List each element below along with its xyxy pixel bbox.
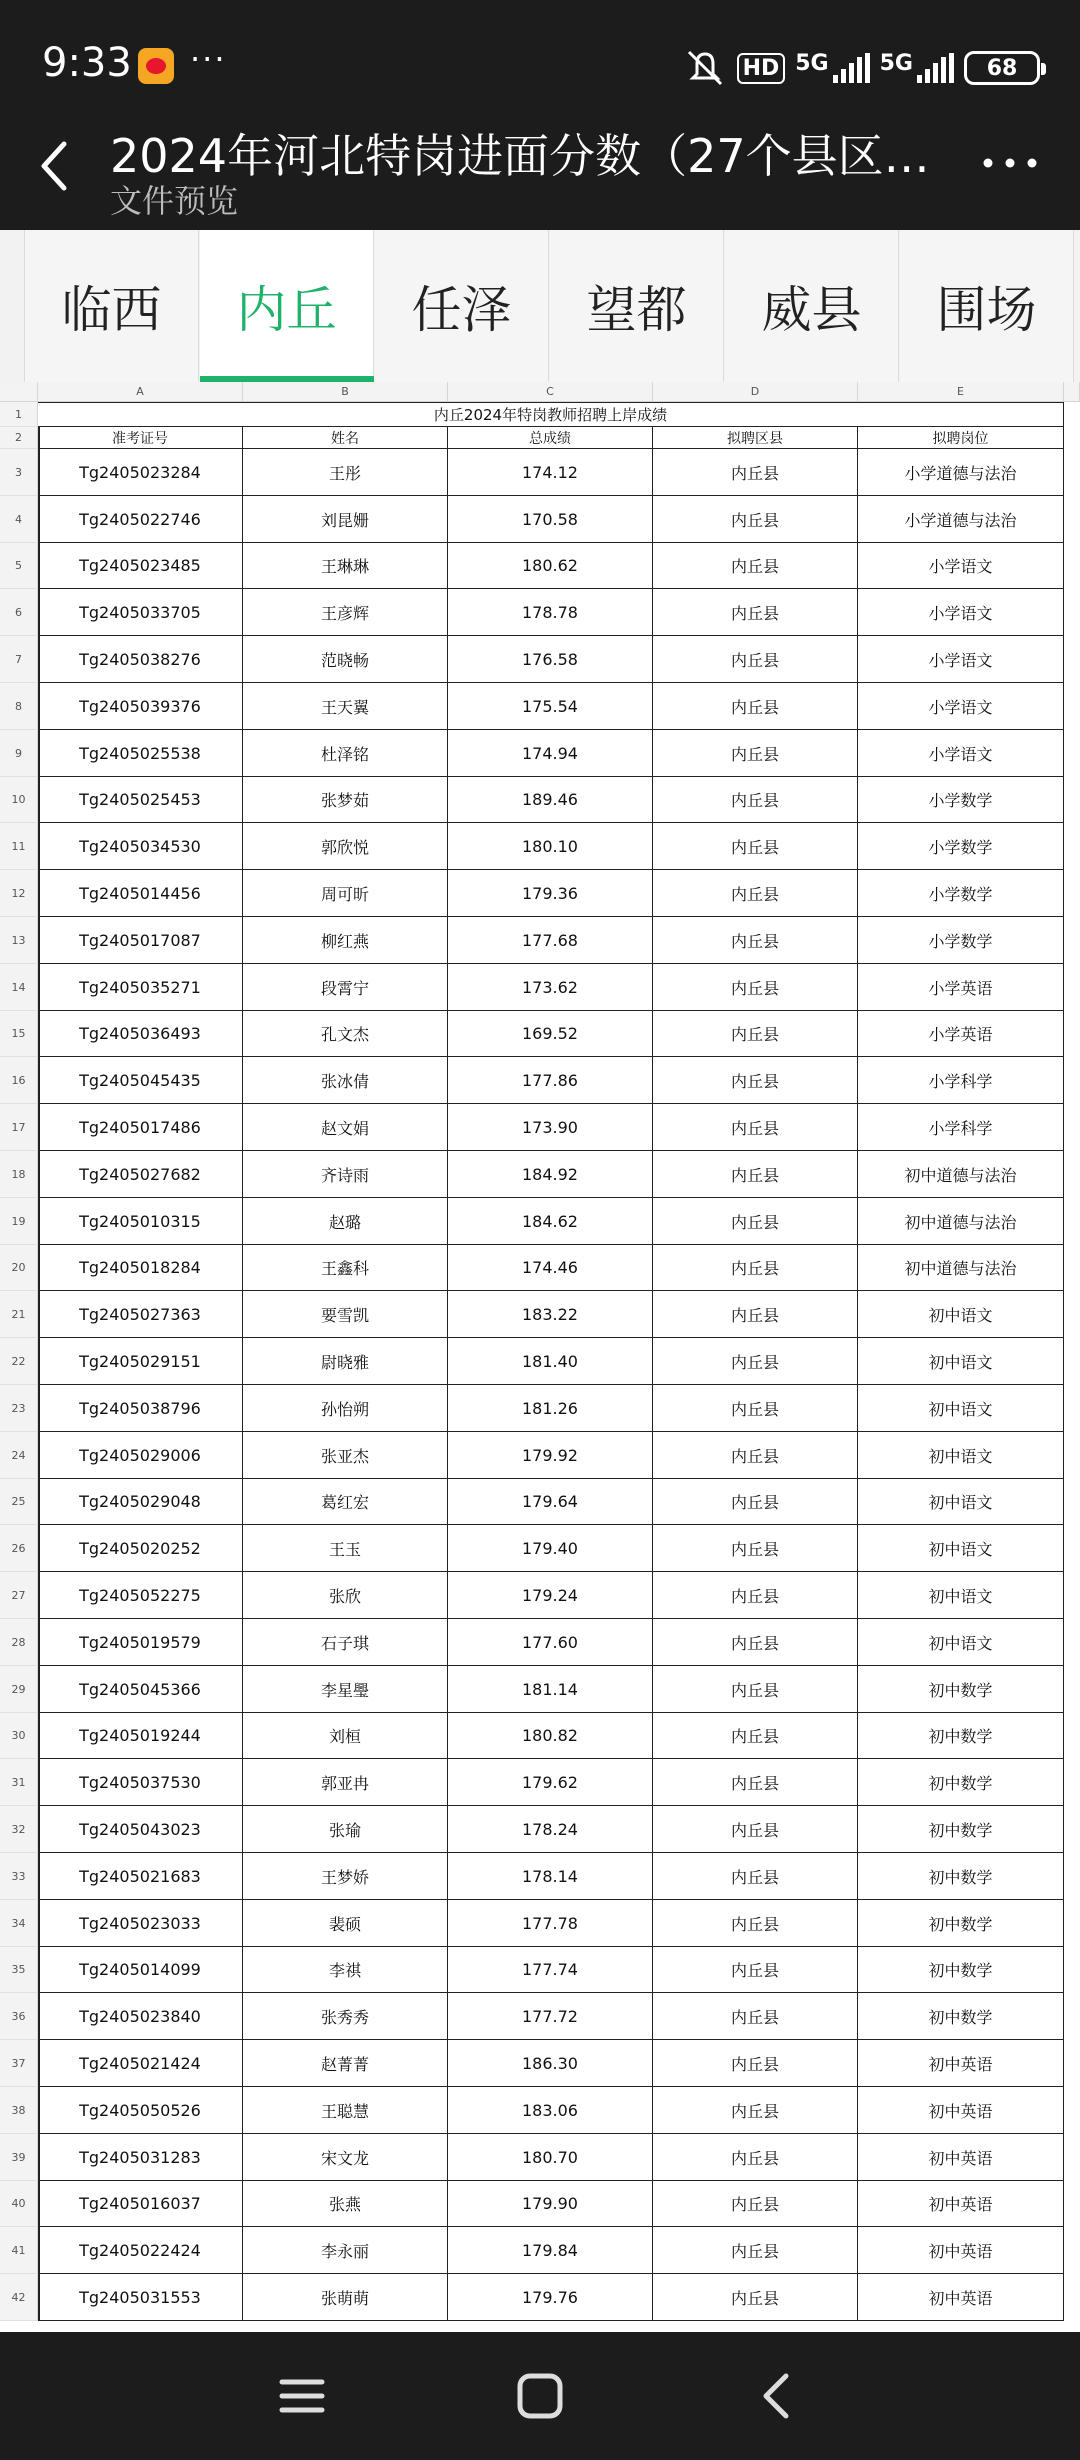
table-cell[interactable]: 内丘县	[653, 1198, 858, 1245]
status-bar	[0, 0, 1080, 110]
table-cell[interactable]: 内丘县	[653, 1011, 858, 1057]
table-cell[interactable]: 内丘县	[653, 1385, 858, 1432]
table-cell[interactable]: 186.30	[448, 2040, 653, 2087]
table-cell[interactable]: Tg2405025453	[38, 777, 243, 823]
table-cell[interactable]: 初中语文	[858, 1291, 1064, 1338]
table-cell[interactable]: 内丘县	[653, 1572, 858, 1619]
header-cell[interactable]: 总成绩	[448, 427, 653, 449]
table-cell[interactable]: 内丘县	[653, 1900, 858, 1947]
table-cell[interactable]: 张瑜	[243, 1806, 448, 1853]
table-cell[interactable]: 初中数学	[858, 1900, 1064, 1947]
table-cell[interactable]: 孙怡朔	[243, 1385, 448, 1432]
table-cell[interactable]: 小学语文	[858, 589, 1064, 636]
battery-icon: 68	[964, 51, 1040, 85]
table-cell[interactable]: Tg2405043023	[38, 1806, 243, 1853]
table-cell[interactable]: 小学数学	[858, 917, 1064, 964]
table-cell[interactable]: Tg2405021424	[38, 2040, 243, 2087]
table-cell[interactable]: 内丘县	[653, 823, 858, 870]
table-cell[interactable]: 郭欣悦	[243, 823, 448, 870]
table-cell[interactable]: 李永丽	[243, 2227, 448, 2274]
title-bar	[0, 110, 1080, 230]
table-cell[interactable]: Tg2405021683	[38, 1853, 243, 1900]
row-header[interactable]: 30	[0, 1713, 38, 1759]
table-cell[interactable]: 王梦娇	[243, 1853, 448, 1900]
table-cell[interactable]: 小学科学	[858, 1104, 1064, 1151]
table-cell[interactable]: 初中语文	[858, 1338, 1064, 1385]
table-cell[interactable]: 189.46	[448, 777, 653, 823]
tab-neiqiu[interactable]: 内丘	[200, 230, 374, 382]
row-header[interactable]: 19	[0, 1198, 38, 1245]
table-cell[interactable]: Tg2405039376	[38, 683, 243, 730]
table-cell[interactable]: 175.54	[448, 683, 653, 730]
table-cell[interactable]: 张欣	[243, 1572, 448, 1619]
table-cell[interactable]: 179.76	[448, 2274, 653, 2321]
row-header[interactable]: 3	[0, 449, 38, 496]
row-header[interactable]: 25	[0, 1479, 38, 1525]
tab-linxi[interactable]: 临西	[25, 230, 199, 382]
row-header[interactable]: 24	[0, 1432, 38, 1479]
table-cell[interactable]: Tg2405018284	[38, 1245, 243, 1291]
row-header[interactable]: 29	[0, 1666, 38, 1713]
table-cell[interactable]: 177.60	[448, 1619, 653, 1666]
document-title: 2024年河北特岗进面分数（27个县区…	[110, 129, 930, 183]
table-cell[interactable]: 内丘县	[653, 1245, 858, 1291]
table-cell[interactable]: 初中道德与法治	[858, 1198, 1064, 1245]
table-cell[interactable]: 177.86	[448, 1057, 653, 1104]
row-header[interactable]: 2	[0, 427, 38, 449]
table-cell[interactable]: 内丘县	[653, 636, 858, 683]
row-header[interactable]: 39	[0, 2134, 38, 2181]
row-header[interactable]: 28	[0, 1619, 38, 1666]
home-icon[interactable]	[510, 2366, 570, 2426]
table-cell[interactable]: Tg2405017087	[38, 917, 243, 964]
table-cell[interactable]: 张秀秀	[243, 1993, 448, 2040]
more-notifications-icon: ···	[190, 40, 227, 78]
table-cell[interactable]: Tg2405031553	[38, 2274, 243, 2321]
table-cell[interactable]: Tg2405031283	[38, 2134, 243, 2181]
table-cell[interactable]: Tg2405014456	[38, 870, 243, 917]
table-cell[interactable]: 初中道德与法治	[858, 1245, 1064, 1291]
table-cell[interactable]: 内丘县	[653, 917, 858, 964]
table-cell[interactable]: Tg2405023284	[38, 449, 243, 496]
table-cell[interactable]: 赵璐	[243, 1198, 448, 1245]
row-header[interactable]: 17	[0, 1104, 38, 1151]
table-cell[interactable]: 183.06	[448, 2087, 653, 2134]
table-cell[interactable]: 小学语文	[858, 543, 1064, 589]
row-header[interactable]: 1	[0, 402, 38, 427]
table-cell[interactable]: 180.70	[448, 2134, 653, 2181]
row-header[interactable]: 11	[0, 823, 38, 870]
table-cell[interactable]: 刘昆姗	[243, 496, 448, 543]
table-cell[interactable]: 初中英语	[858, 2227, 1064, 2274]
table-cell[interactable]: 174.46	[448, 1245, 653, 1291]
table-cell[interactable]: 初中数学	[858, 1947, 1064, 1993]
row-header[interactable]: 40	[0, 2181, 38, 2227]
table-cell[interactable]: 小学语文	[858, 683, 1064, 730]
table-cell[interactable]: 初中数学	[858, 1806, 1064, 1853]
table-cell[interactable]: 179.92	[448, 1432, 653, 1479]
weibo-icon	[138, 48, 174, 84]
column-header-c[interactable]: C	[448, 382, 653, 402]
table-cell[interactable]: Tg2405022746	[38, 496, 243, 543]
table-cell[interactable]: 初中道德与法治	[858, 1151, 1064, 1198]
row-header[interactable]: 36	[0, 1993, 38, 2040]
row-header[interactable]: 12	[0, 870, 38, 917]
sheet-tabs	[0, 230, 1080, 383]
table-cell[interactable]: 初中英语	[858, 2134, 1064, 2181]
table-cell[interactable]: 179.24	[448, 1572, 653, 1619]
corner-header[interactable]	[0, 382, 38, 402]
header-cell[interactable]: 姓名	[243, 427, 448, 449]
table-cell[interactable]: 内丘县	[653, 1759, 858, 1806]
row-header[interactable]: 10	[0, 777, 38, 823]
table-cell[interactable]: 初中英语	[858, 2087, 1064, 2134]
table-cell[interactable]: 174.12	[448, 449, 653, 496]
table-cell[interactable]: 葛红宏	[243, 1479, 448, 1525]
table-cell[interactable]: 初中数学	[858, 1853, 1064, 1900]
status-indicators	[683, 46, 1040, 90]
header-cell[interactable]: 拟聘岗位	[858, 427, 1064, 449]
table-cell[interactable]: Tg2405029048	[38, 1479, 243, 1525]
table-cell[interactable]: 177.68	[448, 917, 653, 964]
table-cell[interactable]: 内丘县	[653, 1666, 858, 1713]
table-cell[interactable]: 王天翼	[243, 683, 448, 730]
signal-icon: 5G	[795, 53, 869, 83]
table-cell[interactable]: 内丘县	[653, 2274, 858, 2321]
table-cell[interactable]: 赵文娟	[243, 1104, 448, 1151]
row-header[interactable]: 18	[0, 1151, 38, 1198]
table-cell[interactable]: 尉晓雅	[243, 1338, 448, 1385]
table-cell[interactable]: 180.82	[448, 1713, 653, 1759]
table-cell[interactable]: 宋文龙	[243, 2134, 448, 2181]
table-cell[interactable]: Tg2405029151	[38, 1338, 243, 1385]
row-header[interactable]: 14	[0, 964, 38, 1011]
row-header[interactable]: 7	[0, 636, 38, 683]
table-cell[interactable]: 初中语文	[858, 1432, 1064, 1479]
table-cell[interactable]: 王琳琳	[243, 543, 448, 589]
table-cell[interactable]: Tg2405045366	[38, 1666, 243, 1713]
table-cell[interactable]: 周可昕	[243, 870, 448, 917]
table-cell[interactable]: 177.74	[448, 1947, 653, 1993]
table-cell[interactable]: 内丘县	[653, 589, 858, 636]
header-cell[interactable]: 拟聘区县	[653, 427, 858, 449]
table-cell[interactable]: 169.52	[448, 1011, 653, 1057]
table-cell[interactable]: Tg2405019244	[38, 1713, 243, 1759]
table-cell[interactable]: 张亚杰	[243, 1432, 448, 1479]
table-cell[interactable]: 179.36	[448, 870, 653, 917]
table-cell[interactable]: Tg2405014099	[38, 1947, 243, 1993]
table-cell[interactable]: 郭亚冉	[243, 1759, 448, 1806]
table-cell[interactable]: 179.64	[448, 1479, 653, 1525]
table-cell[interactable]: 内丘县	[653, 1479, 858, 1525]
row-header[interactable]: 13	[0, 917, 38, 964]
table-cell[interactable]: 王鑫科	[243, 1245, 448, 1291]
row-header[interactable]: 15	[0, 1011, 38, 1057]
row-header[interactable]: 38	[0, 2087, 38, 2134]
table-cell[interactable]: 小学英语	[858, 964, 1064, 1011]
table-cell[interactable]: 初中语文	[858, 1479, 1064, 1525]
table-cell[interactable]: 孔文杰	[243, 1011, 448, 1057]
header-cell[interactable]: 准考证号	[38, 427, 243, 449]
table-cell[interactable]: 王聪慧	[243, 2087, 448, 2134]
table-cell[interactable]: Tg2405037530	[38, 1759, 243, 1806]
row-header[interactable]: 22	[0, 1338, 38, 1385]
table-cell[interactable]: 李星璺	[243, 1666, 448, 1713]
table-cell[interactable]: 初中语文	[858, 1525, 1064, 1572]
tab-renze[interactable]: 任泽	[375, 230, 549, 382]
table-cell[interactable]: 内丘县	[653, 964, 858, 1011]
table-cell[interactable]: Tg2405019579	[38, 1619, 243, 1666]
row-header[interactable]: 37	[0, 2040, 38, 2087]
tab-weixian[interactable]: 威县	[725, 230, 899, 382]
table-cell[interactable]: 王彤	[243, 449, 448, 496]
tab-strip-edge	[0, 230, 25, 382]
table-cell[interactable]: 初中数学	[858, 1759, 1064, 1806]
table-cell[interactable]: 小学科学	[858, 1057, 1064, 1104]
table-cell[interactable]: 内丘县	[653, 496, 858, 543]
table-cell[interactable]: 内丘县	[653, 1057, 858, 1104]
document-subtitle: 文件预览	[110, 182, 239, 220]
table-cell[interactable]: 小学语文	[858, 636, 1064, 683]
table-cell[interactable]: 内丘县	[653, 1713, 858, 1759]
table-cell[interactable]: 内丘县	[653, 730, 858, 777]
column-header-d[interactable]: D	[653, 382, 858, 402]
row-header[interactable]: 8	[0, 683, 38, 730]
table-cell[interactable]: 齐诗雨	[243, 1151, 448, 1198]
table-cell[interactable]: 裴硕	[243, 1900, 448, 1947]
table-cell[interactable]: 内丘县	[653, 870, 858, 917]
table-cell[interactable]: 初中数学	[858, 1666, 1064, 1713]
table-cell[interactable]: 杜泽铭	[243, 730, 448, 777]
table-cell[interactable]: 初中英语	[858, 2181, 1064, 2227]
table-cell[interactable]: 内丘县	[653, 2087, 858, 2134]
tab-wangdu[interactable]: 望都	[550, 230, 724, 382]
table-cell[interactable]: 177.78	[448, 1900, 653, 1947]
table-cell[interactable]: 内丘县	[653, 2040, 858, 2087]
table-cell[interactable]: 王彦辉	[243, 589, 448, 636]
table-cell[interactable]: 181.26	[448, 1385, 653, 1432]
table-cell[interactable]: 179.40	[448, 1525, 653, 1572]
table-cell[interactable]: 179.90	[448, 2181, 653, 2227]
table-cell[interactable]: 内丘县	[653, 1853, 858, 1900]
row-header[interactable]: 33	[0, 1853, 38, 1900]
table-cell[interactable]: Tg2405020252	[38, 1525, 243, 1572]
table-cell[interactable]: 内丘县	[653, 1993, 858, 2040]
table-cell[interactable]: 内丘县	[653, 1947, 858, 1993]
table-cell[interactable]: 178.24	[448, 1806, 653, 1853]
table-cell[interactable]: Tg2405027682	[38, 1151, 243, 1198]
table-cell[interactable]: 内丘县	[653, 1806, 858, 1853]
recent-apps-icon[interactable]	[272, 2366, 332, 2426]
table-cell[interactable]: 小学数学	[858, 823, 1064, 870]
table-cell[interactable]: 初中数学	[858, 1713, 1064, 1759]
table-cell[interactable]: 赵菁菁	[243, 2040, 448, 2087]
table-cell[interactable]: 183.22	[448, 1291, 653, 1338]
table-cell[interactable]: 初中英语	[858, 2040, 1064, 2087]
sheet-title[interactable]: 内丘2024年特岗教师招聘上岸成绩	[38, 402, 1064, 427]
table-cell[interactable]: 173.90	[448, 1104, 653, 1151]
table-cell[interactable]: 小学数学	[858, 870, 1064, 917]
table-cell[interactable]: Tg2405035271	[38, 964, 243, 1011]
table-cell[interactable]: 内丘县	[653, 683, 858, 730]
table-cell[interactable]: 段霄宁	[243, 964, 448, 1011]
row-header[interactable]: 4	[0, 496, 38, 543]
table-cell[interactable]: 184.62	[448, 1198, 653, 1245]
row-header[interactable]: 21	[0, 1291, 38, 1338]
navigation-bar	[0, 2332, 1080, 2460]
table-cell[interactable]: 180.62	[448, 543, 653, 589]
row-header[interactable]: 20	[0, 1245, 38, 1291]
table-cell[interactable]: 179.62	[448, 1759, 653, 1806]
row-header[interactable]: 27	[0, 1572, 38, 1619]
table-cell[interactable]: 181.40	[448, 1338, 653, 1385]
back-nav-icon[interactable]	[748, 2366, 808, 2426]
table-cell[interactable]: 173.62	[448, 964, 653, 1011]
table-cell[interactable]: 178.78	[448, 589, 653, 636]
table-cell[interactable]: Tg2405025538	[38, 730, 243, 777]
column-header-b[interactable]: B	[243, 382, 448, 402]
table-cell[interactable]: 内丘县	[653, 1104, 858, 1151]
column-header-extra[interactable]	[1064, 382, 1080, 402]
row-header[interactable]: 42	[0, 2274, 38, 2321]
spreadsheet-grid[interactable]	[0, 382, 1080, 2332]
column-header-a[interactable]: A	[38, 382, 243, 402]
table-cell[interactable]: 内丘县	[653, 543, 858, 589]
row-header[interactable]: 41	[0, 2227, 38, 2274]
table-cell[interactable]: 初中英语	[858, 2274, 1064, 2321]
table-cell[interactable]: Tg2405016037	[38, 2181, 243, 2227]
table-cell[interactable]: 内丘县	[653, 1432, 858, 1479]
signal-icon-2: 5G	[880, 53, 954, 83]
table-cell[interactable]: 内丘县	[653, 777, 858, 823]
table-cell[interactable]: Tg2405034530	[38, 823, 243, 870]
more-menu-icon[interactable]	[980, 148, 1040, 178]
table-cell[interactable]: 内丘县	[653, 449, 858, 496]
back-arrow-icon[interactable]	[30, 130, 80, 200]
table-cell[interactable]: 王玉	[243, 1525, 448, 1572]
table-cell[interactable]: Tg2405023485	[38, 543, 243, 589]
table-cell[interactable]: Tg2405052275	[38, 1572, 243, 1619]
table-cell[interactable]: 内丘县	[653, 1525, 858, 1572]
table-cell[interactable]: 要雪凯	[243, 1291, 448, 1338]
table-cell[interactable]: 179.84	[448, 2227, 653, 2274]
table-cell[interactable]: Tg2405036493	[38, 1011, 243, 1057]
table-cell[interactable]: 刘桓	[243, 1713, 448, 1759]
table-cell[interactable]: 小学道德与法治	[858, 496, 1064, 543]
table-cell[interactable]: Tg2405010315	[38, 1198, 243, 1245]
table-cell[interactable]: Tg2405017486	[38, 1104, 243, 1151]
table-cell[interactable]: 初中语文	[858, 1385, 1064, 1432]
table-cell[interactable]: 内丘县	[653, 2181, 858, 2227]
table-cell[interactable]: 184.92	[448, 1151, 653, 1198]
row-header[interactable]: 34	[0, 1900, 38, 1947]
table-cell[interactable]: 范晓畅	[243, 636, 448, 683]
table-cell[interactable]: Tg2405023033	[38, 1900, 243, 1947]
hd-badge: HD	[737, 53, 786, 84]
row-header[interactable]: 32	[0, 1806, 38, 1853]
table-cell[interactable]: 180.10	[448, 823, 653, 870]
mute-icon	[683, 48, 727, 88]
table-cell[interactable]: 181.14	[448, 1666, 653, 1713]
row-header[interactable]: 5	[0, 543, 38, 589]
row-header[interactable]: 35	[0, 1947, 38, 1993]
table-cell[interactable]: 初中数学	[858, 1993, 1064, 2040]
table-cell[interactable]: Tg2405023840	[38, 1993, 243, 2040]
table-cell[interactable]: 小学数学	[858, 777, 1064, 823]
table-cell[interactable]: 170.58	[448, 496, 653, 543]
table-cell[interactable]: Tg2405038276	[38, 636, 243, 683]
column-header-e[interactable]: E	[858, 382, 1064, 402]
table-cell[interactable]: 初中语文	[858, 1572, 1064, 1619]
table-cell[interactable]: 178.14	[448, 1853, 653, 1900]
table-cell[interactable]: 小学英语	[858, 1011, 1064, 1057]
table-cell[interactable]: 内丘县	[653, 1619, 858, 1666]
table-cell[interactable]: 174.94	[448, 730, 653, 777]
table-cell[interactable]: 张燕	[243, 2181, 448, 2227]
status-time: 9:33	[42, 40, 132, 86]
row-header[interactable]: 9	[0, 730, 38, 777]
table-cell[interactable]: Tg2405050526	[38, 2087, 243, 2134]
row-header[interactable]: 23	[0, 1385, 38, 1432]
table-cell[interactable]: 张梦茹	[243, 777, 448, 823]
table-cell[interactable]: Tg2405022424	[38, 2227, 243, 2274]
table-cell[interactable]: 李祺	[243, 1947, 448, 1993]
table-cell[interactable]: 内丘县	[653, 1291, 858, 1338]
table-cell[interactable]: 内丘县	[653, 2227, 858, 2274]
table-cell[interactable]: Tg2405029006	[38, 1432, 243, 1479]
table-cell[interactable]: 柳红燕	[243, 917, 448, 964]
table-cell[interactable]: 小学道德与法治	[858, 449, 1064, 496]
table-cell[interactable]: Tg2405045435	[38, 1057, 243, 1104]
table-cell[interactable]: Tg2405033705	[38, 589, 243, 636]
table-cell[interactable]: 176.58	[448, 636, 653, 683]
table-cell[interactable]: 177.72	[448, 1993, 653, 2040]
table-cell[interactable]: 张冰倩	[243, 1057, 448, 1104]
table-cell[interactable]: 石子琪	[243, 1619, 448, 1666]
row-header[interactable]: 31	[0, 1759, 38, 1806]
table-cell[interactable]: 小学语文	[858, 730, 1064, 777]
table-cell[interactable]: 内丘县	[653, 2134, 858, 2181]
row-header[interactable]: 16	[0, 1057, 38, 1104]
table-cell[interactable]: Tg2405038796	[38, 1385, 243, 1432]
table-cell[interactable]: 初中语文	[858, 1619, 1064, 1666]
row-header[interactable]: 6	[0, 589, 38, 636]
table-cell[interactable]: Tg2405027363	[38, 1291, 243, 1338]
table-cell[interactable]: 内丘县	[653, 1151, 858, 1198]
table-cell[interactable]: 内丘县	[653, 1338, 858, 1385]
table-cell[interactable]: 张萌萌	[243, 2274, 448, 2321]
tab-weichang[interactable]: 围场	[900, 230, 1074, 382]
row-header[interactable]: 26	[0, 1525, 38, 1572]
